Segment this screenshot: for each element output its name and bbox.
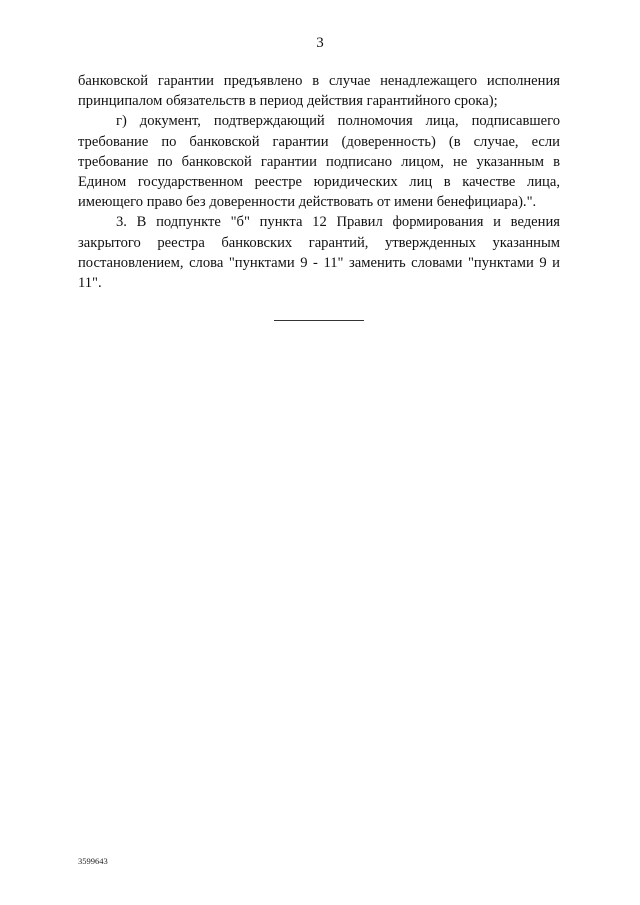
paragraph-subitem-g: г) документ, подтверждающий полномочия лица, подписавшего требование по банковской гарантии (доверенность) (в случае, если требование по банковской гарантии подписано лицом, не указанным в Едином государственном реестре юридических лиц в качестве лица, имеющего право без доверенности действовать от имени бенефициара).". xyxy=(78,113,560,211)
paragraph-continuation: банковской гарантии предъявлено в случае ненадлежащего исполнения принципалом обязательств в период действия гарантийного срока); xyxy=(78,73,560,110)
document-code: 3599643 xyxy=(78,856,108,866)
document-body xyxy=(78,71,560,293)
page-number: 3 xyxy=(316,35,324,51)
paragraph-item-3: 3. В подпункте "б" пункта 12 Правил формирования и ведения закрытого реестра банковских гарантий, утвержденных указанным постановлением, слова "пунктами 9 - 11" заменить словами "пунктами 9 и 11". xyxy=(78,214,560,292)
end-separator-line xyxy=(274,320,364,321)
